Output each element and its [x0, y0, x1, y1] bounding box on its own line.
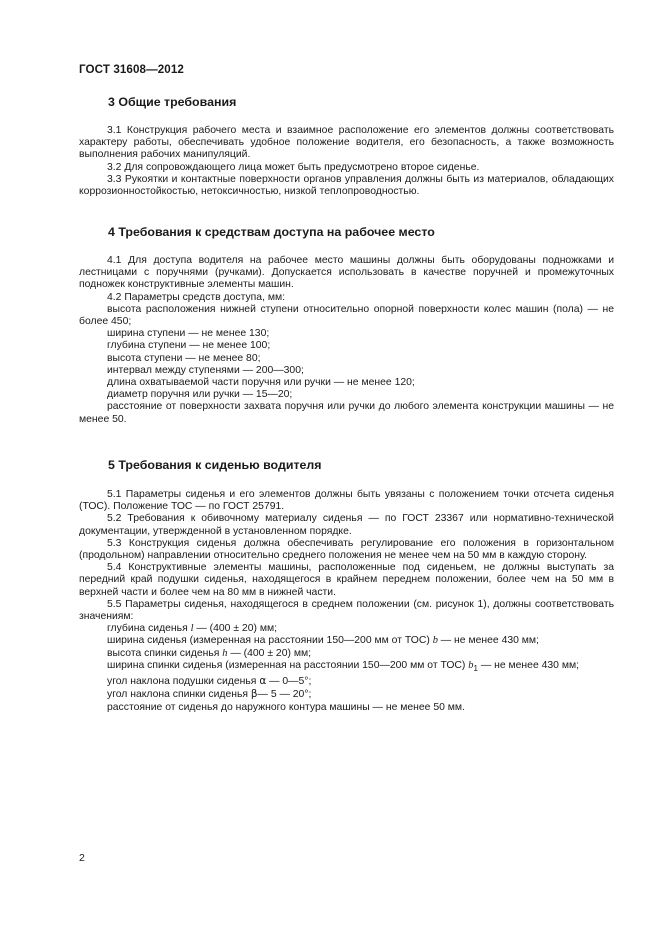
paragraph: 5.2 Требования к обивочному материалу сиденья — по ГОСТ 23367 или нормативно-технической документации, утвержденной в установленном порядке.: [79, 513, 614, 537]
list-item: глубина ступени — не менее 100;: [107, 340, 271, 352]
back-width-symbol: b: [468, 659, 474, 671]
section-3-body: [79, 125, 614, 198]
cushion-angle-value: — 0—5°;: [266, 676, 312, 688]
paragraph: 4.2 Параметры средств доступа, мм:: [107, 291, 286, 303]
list-item: высота ступени — не менее 80;: [107, 352, 261, 364]
back-height-symbol: h: [222, 647, 228, 659]
beta-symbol: β: [250, 688, 258, 701]
list-item: интервал между ступенями — 200—300;: [107, 364, 304, 376]
list-item: [79, 675, 614, 688]
depth-label: глубина сиденья: [107, 623, 191, 635]
alpha-symbol: α: [259, 675, 267, 688]
paragraph: 5.4 Конструктивные элементы машины, расположенные под сиденьем, не должны выступать за передний край подушки сиденья, находящегося в крайнем переднем положении, более чем на 50 мм в верхней части и более чем на 80 мм в нижней части.: [79, 562, 614, 598]
section-3-heading: 3 Общие требования: [108, 95, 237, 109]
list-item: ширина ступени — не менее 130;: [107, 328, 270, 340]
back-angle-label: угол наклона спинки сиденья: [107, 689, 251, 701]
section-4-body: [79, 255, 614, 426]
paragraph: 3.1 Конструкция рабочего места и взаимное расположение его элементов должны соответствовать характеру работы, обеспечивать удобное положение водителя, его безопасность, а также возможность выполнения рабочих манипуляций.: [79, 125, 614, 161]
document-header: ГОСТ 31608—2012: [79, 63, 184, 76]
width-symbol: b: [432, 635, 438, 647]
list-item: [79, 660, 614, 675]
list-item: [79, 635, 614, 647]
list-item: [79, 688, 614, 701]
list-item: [79, 648, 614, 660]
paragraph: 4.1 Для доступа водителя на рабочее место машины должны быть оборудованы подножками и лестницами с поручнями (ручками). Допускается использовать в качестве поручней и промежуточных подножек конструктивные элементы машин.: [79, 255, 614, 291]
back-width-label: ширина спинки сиденья (измеренная на расстоянии 150—200 мм от ТОС): [107, 659, 469, 671]
width-value: — не менее 430 мм;: [437, 635, 539, 647]
cushion-angle-label: угол наклона подушки сиденья: [107, 676, 260, 688]
section-4-heading: 4 Требования к средствам доступа на рабочее место: [108, 225, 435, 239]
back-width-value: — не менее 430 мм;: [477, 659, 580, 671]
depth-value: — (400 ± 20) мм;: [193, 623, 278, 635]
paragraph: расстояние от поверхности захвата поручня или ручки до любого элемента конструкции машины — не менее 50.: [79, 401, 614, 425]
paragraph: 5.3 Конструкция сиденья должна обеспечивать регулирование его положения в горизонтальном (продольном) направлении относительно среднего положения не менее чем на 50 мм в каждую сторону.: [79, 537, 614, 562]
paragraph: 5.1 Параметры сиденья и его элементов должны быть увязаны с положением точки отсчета сиденья (ТОС). Положение ТОС — по ГОСТ 25791.: [79, 489, 614, 513]
back-height-label: высота спинки сиденья: [107, 647, 223, 659]
paragraph: 3.3 Рукоятки и контактные поверхности органов управления должны быть из материалов, обладающих коррозионностойкостью, нетоксичностью, низкой теплопроводностью.: [79, 173, 614, 198]
list-item: расстояние от сиденья до наружного контура машины — не менее 50 мм.: [107, 701, 465, 713]
paragraph: 3.2 Для сопровождающего лица может быть предусмотрено второе сиденье.: [107, 161, 480, 173]
depth-symbol: l: [190, 623, 194, 635]
back-angle-value: — 5 — 20°;: [257, 689, 312, 701]
paragraph: высота расположения нижней ступени относительно опорной поверхности колес машин (пола) — не более 450;: [79, 303, 614, 328]
section-5-body: [79, 489, 614, 714]
list-item: диаметр поручня или ручки — 15—20;: [107, 389, 293, 401]
page-number: 2: [79, 852, 85, 864]
list-item: длина охватываемой части поручня или ручки — не менее 120;: [107, 377, 415, 389]
back-height-value: — (400 ± 20) мм;: [227, 647, 312, 659]
width-label: ширина сиденья (измеренная на расстоянии 150—200 мм от ТОС): [107, 635, 433, 647]
section-5-heading: 5 Требования к сиденью водителя: [108, 458, 322, 472]
paragraph: 5.5 Параметры сиденья, находящегося в среднем положении (см. рисунок 1), должны соответствовать значениям:: [79, 598, 614, 623]
back-width-subscript: 1: [473, 663, 478, 673]
list-item: [79, 623, 614, 635]
